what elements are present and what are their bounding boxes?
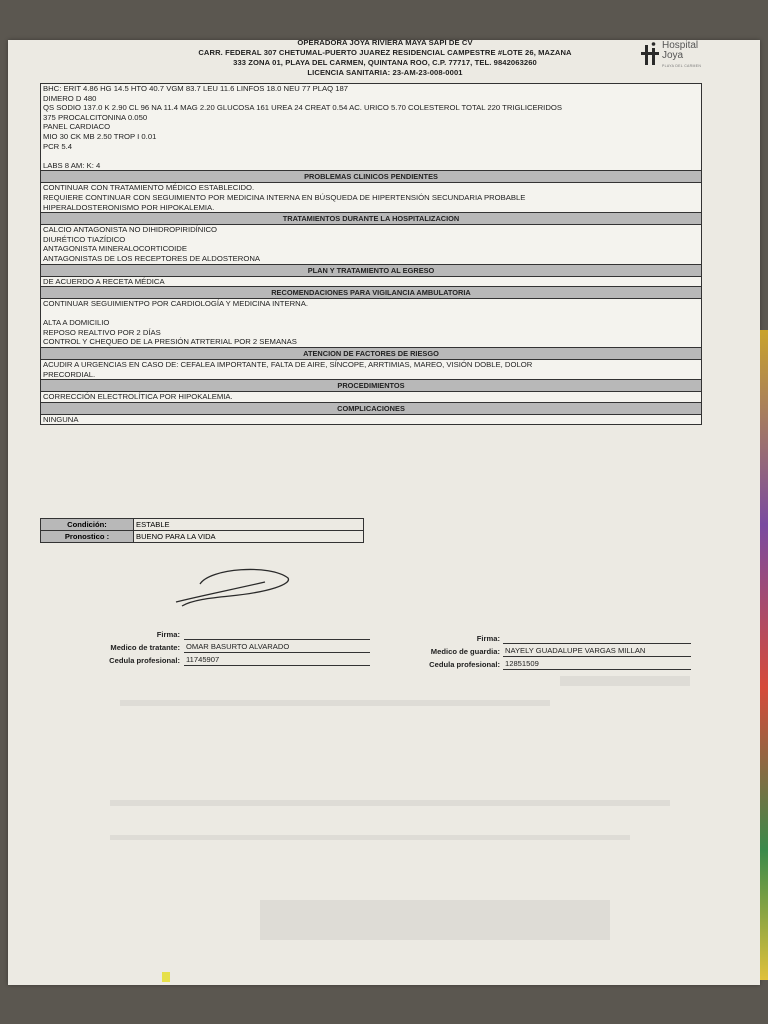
section-header-riesgo: ATENCION DE FACTORES DE RIESGO <box>41 347 701 360</box>
firma-label-right: Firma: <box>476 634 500 643</box>
riesgo-line: PRECORDIAL. <box>43 369 96 379</box>
tratamiento-item: ANTAGONISTAS DE LOS RECEPTORES DE ALDOSTERONA <box>43 253 261 263</box>
recomendaciones-gap <box>43 309 699 319</box>
show-through-mark <box>110 800 670 806</box>
pronostico-label: Pronostico : <box>41 531 134 543</box>
medico-tratante-value: OMAR BASURTO ALVARADO <box>184 642 370 653</box>
labs-line: BHC: ERIT 4.86 HG 14.5 HTO 40.7 VGM 83.7 LEU 11.6 LINFOS 18.0 NEU 77 PLAQ 187 <box>43 84 349 93</box>
cedula-label-right: Cedula profesional: <box>429 660 500 669</box>
section-header-procedimientos: PROCEDIMIENTOS <box>41 379 701 392</box>
condition-table <box>40 518 364 543</box>
labs-line: MIO 30 CK MB 2.50 TROP I 0.01 <box>43 131 157 141</box>
company-name: OPERADORA JOYA RIVIERA MAYA SAPI DE CV <box>297 38 473 47</box>
plan-block <box>41 277 701 287</box>
medico-guardia-label: Medico de guardia: <box>430 647 500 656</box>
medico-tratante-label: Medico de tratante: <box>110 643 180 652</box>
tratamiento-item: CALCIO ANTAGONISTA NO DIHIDROPIRIDÍNICO <box>43 225 217 235</box>
condicion-value: ESTABLE <box>134 519 364 531</box>
recomendacion-line: ALTA A DOMICILIO <box>43 318 110 328</box>
procedimientos-text: CORRECCIÓN ELECTROLÍTICA POR HIPOKALEMIA. <box>43 392 233 402</box>
labs-block <box>41 84 701 170</box>
plan-text: DE ACUERDO A RECETA MÉDICA <box>43 276 165 286</box>
problemas-line: CONTINUAR CON TRATAMIENTO MÉDICO ESTABLECIDO. <box>43 183 255 193</box>
section-header-complicaciones: COMPLICACIONES <box>41 402 701 415</box>
recomendaciones-block <box>41 299 701 347</box>
show-through-mark <box>110 835 630 840</box>
section-header-recomendaciones: RECOMENDACIONES PARA VIGILANCIA AMBULATORIA <box>41 286 701 299</box>
section-header-tratamientos: TRATAMIENTOS DURANTE LA HOSPITALIZACION <box>41 212 701 225</box>
section-header-problemas: PROBLEMAS CLINICOS PENDIENTES <box>41 170 701 183</box>
table-row <box>41 519 364 531</box>
address-line-2: 333 ZONA 01, PLAYA DEL CARMEN, QUINTANA ROO, C.P. 77717, TEL. 9842063260 <box>233 58 537 67</box>
complicaciones-text: NINGUNA <box>43 414 79 424</box>
riesgo-block <box>41 360 701 379</box>
logo-wordmark <box>662 41 698 61</box>
license-line: LICENCIA SANITARIA: 23-AM-23-008-0001 <box>307 68 463 77</box>
cedula-label-left: Cedula profesional: <box>109 656 180 665</box>
cedula-value-right: 12851509 <box>503 659 691 670</box>
labs-line: DIMERO D 480 <box>43 93 97 103</box>
labs-line: PANEL CARDIACO <box>43 122 111 132</box>
tratamiento-item: DIURÉTICO TIAZÍDICO <box>43 234 126 244</box>
show-through-mark <box>560 676 690 686</box>
problemas-block <box>41 183 701 212</box>
tratamientos-block <box>41 225 701 263</box>
firma-line-right <box>503 633 691 644</box>
background-edge <box>760 330 768 980</box>
yellow-tab <box>162 972 170 982</box>
labs-line: QS SODIO 137.0 K 2.90 CL 96 NA 11.4 MAG 2.20 GLUCOSA 161 UREA 24 CREAT 0.54 AC. URICO 5.70 COLESTEROL TOTAL 220 TRIGLICERIDOS <box>43 103 562 113</box>
firma-label-left: Firma: <box>156 630 180 639</box>
show-through-mark <box>120 700 550 706</box>
section-header-plan: PLAN Y TRATAMIENTO AL EGRESO <box>41 264 701 277</box>
complicaciones-block <box>41 415 701 425</box>
recomendacion-line: CONTROL Y CHEQUEO DE LA PRESIÓN ATRTERIAL POR 2 SEMANAS <box>43 337 297 347</box>
table-row <box>41 531 364 543</box>
logo-word-hospital: Hospital <box>662 40 699 51</box>
problemas-line: REQUIERE CONTINUAR CON SEGUIMIENTO POR MEDICINA INTERNA EN BÚSQUEDA DE HIPERTENSIÓN SECUNDARIA PROBABLE <box>43 192 526 202</box>
logo-subtitle: PLAYA DEL CARMEN <box>662 64 702 68</box>
medico-guardia-value: NAYELY GUADALUPE VARGAS MILLAN <box>503 646 691 657</box>
clinical-summary-table <box>40 83 702 425</box>
labs-line: PCR 5.4 <box>43 141 73 151</box>
labs-line: LABS 8 AM: K: 4 <box>43 160 101 170</box>
recomendacion-line: CONTINUAR SEGUIMIENTPO POR CARDIOLOGÍA Y MEDICINA INTERNA. <box>43 299 308 309</box>
procedimientos-block <box>41 392 701 402</box>
labs-line: 375 PROCALCITONINA 0.050 <box>43 112 148 122</box>
tratamiento-item: ANTAGONISTA MINERALOCORTICOIDE <box>43 244 187 254</box>
show-through-mark <box>260 900 610 940</box>
hospital-logo <box>636 40 716 74</box>
labs-gap <box>43 151 699 161</box>
hospital-logo-icon <box>640 42 660 66</box>
problemas-line: HIPERALDOSTERONISMO POR HIPOKALEMIA. <box>43 202 215 212</box>
document-header <box>150 38 620 78</box>
handwritten-signature <box>170 562 300 608</box>
firma-line-left <box>184 629 370 640</box>
address-line-1: CARR. FEDERAL 307 CHETUMAL-PUERTO JUAREZ RESIDENCIAL CAMPESTRE #LOTE 26, MAZANA <box>198 48 572 57</box>
riesgo-line: ACUDIR A URGENCIAS EN CASO DE: CEFALEA IMPORTANTE, FALTA DE AIRE, SÍNCOPE, ARRTIMIAS, MAREO, VISIÓN DOBLE, DOLOR <box>43 360 533 370</box>
cedula-value-left: 11745907 <box>184 655 370 666</box>
recomendacion-line: REPOSO REALTIVO POR 2 DÍAS <box>43 327 161 337</box>
condicion-label: Condición: <box>41 519 134 531</box>
pronostico-value: BUENO PARA LA VIDA <box>134 531 364 543</box>
logo-word-joya: Joya <box>662 50 684 61</box>
